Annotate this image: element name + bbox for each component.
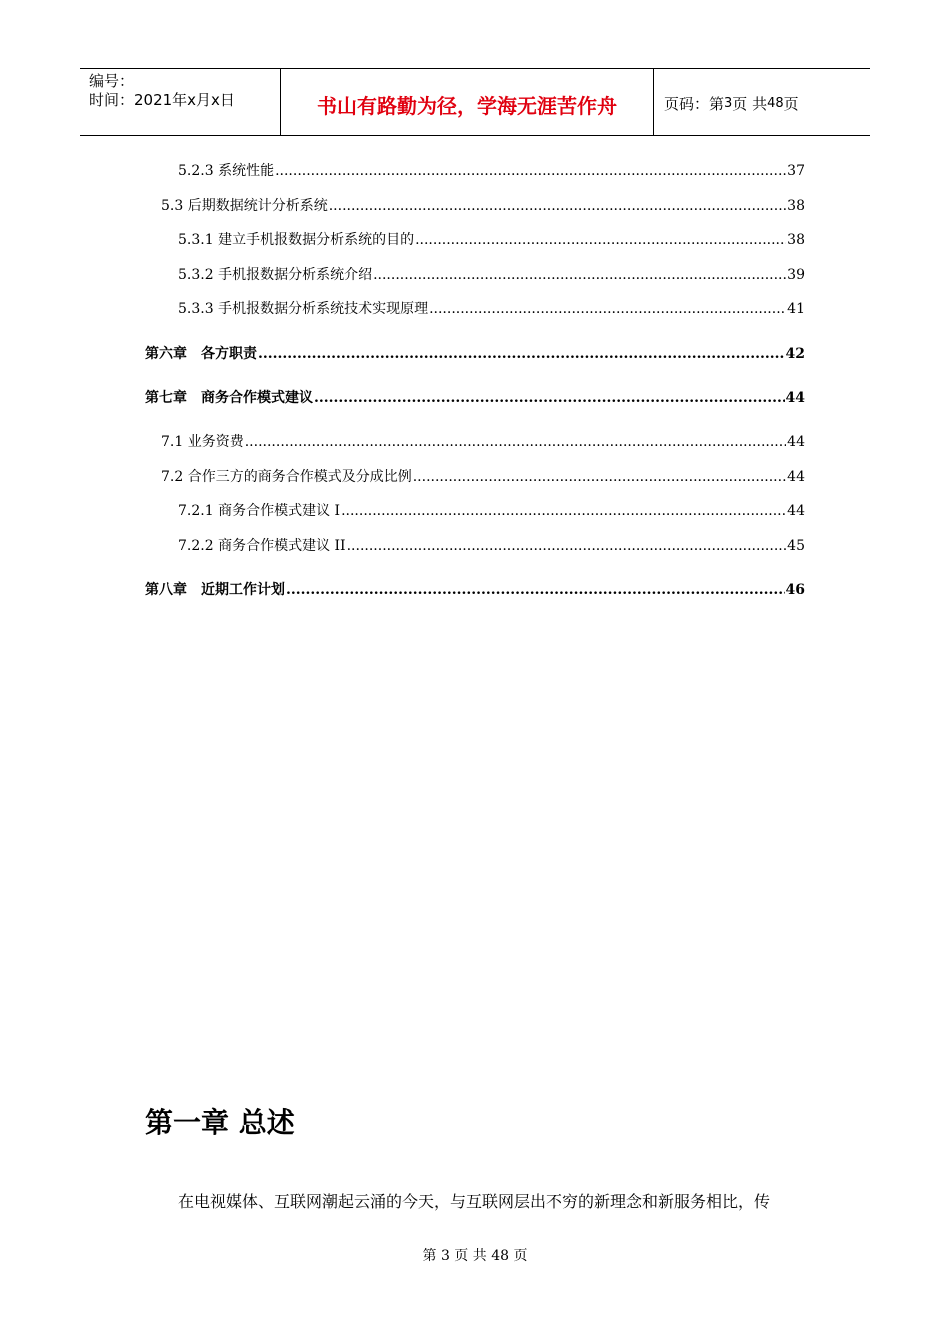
page-info-suffix: 页: [783, 94, 799, 113]
toc-entry-label: 5.3 后期数据统计分析系统: [161, 198, 328, 214]
toc-leader-dots: [341, 501, 786, 521]
toc-leader-dots: [329, 196, 786, 216]
toc-entry-page: 37: [787, 163, 805, 179]
toc-leader-dots: [415, 230, 786, 250]
toc-entry[interactable]: [178, 161, 805, 181]
toc-entry[interactable]: [145, 388, 805, 408]
toc-entry-label: 7.2 合作三方的商务合作模式及分成比例: [161, 469, 412, 485]
toc-leader-dots: [373, 265, 786, 285]
toc-entry[interactable]: [178, 536, 805, 556]
toc-entry[interactable]: [161, 467, 805, 487]
toc-entry-label: 第六章 各方职责: [145, 346, 257, 362]
toc-entry-page: 38: [787, 232, 805, 248]
page-info-mid: 页 共: [732, 94, 768, 113]
page-header: [80, 68, 870, 136]
toc-entry-label: 7.1 业务资费: [161, 434, 244, 450]
header-meta: [80, 69, 281, 135]
toc-entry-page: 44: [787, 434, 805, 450]
document-date: 时间：2021年x月x日: [89, 91, 235, 109]
toc-leader-dots: [258, 344, 785, 364]
page-info-prefix: 页码：第: [664, 94, 725, 113]
toc-entry-label: 7.2.2 商务合作模式建议 II: [178, 538, 346, 554]
header-page-info: [654, 69, 870, 135]
toc-leader-dots: [286, 580, 785, 600]
toc-entry[interactable]: [178, 265, 805, 285]
page-footer: 第 3 页 共 48 页: [422, 1248, 528, 1264]
toc-entry-label: 5.3.1 建立手机报数据分析系统的目的: [178, 232, 415, 248]
toc-leader-dots: [275, 161, 786, 181]
toc-entry-label: 5.3.2 手机报数据分析系统介绍: [178, 267, 373, 283]
toc-entry-page: 44: [787, 503, 805, 519]
toc-entry-label: 5.3.3 手机报数据分析系统技术实现原理: [178, 301, 429, 317]
toc-entry-page: 39: [787, 267, 805, 283]
toc-leader-dots: [413, 467, 786, 487]
toc-entry-page: 42: [785, 346, 805, 362]
toc-leader-dots: [245, 432, 786, 452]
toc-entry-label: 7.2.1 商务合作模式建议 I: [178, 503, 341, 519]
body-paragraph: 在电视媒体、互联网潮起云涌的今天，与互联网层出不穷的新理念和新服务相比，传: [178, 1192, 771, 1211]
toc-entry-label: 5.2.3 系统性能: [178, 163, 275, 179]
page-info-total: 48: [767, 95, 784, 111]
toc-leader-dots: [314, 388, 785, 408]
toc-entry-page: 45: [787, 538, 805, 554]
toc-entry[interactable]: [178, 501, 805, 521]
toc-entry[interactable]: [161, 196, 805, 216]
toc-entry[interactable]: [145, 344, 805, 364]
toc-leader-dots: [347, 536, 787, 556]
toc-entry-label: 第七章 商务合作模式建议: [145, 390, 313, 406]
toc-entry-page: 46: [785, 582, 805, 598]
toc-entry-page: 38: [787, 198, 805, 214]
toc-entry-label: 第八章 近期工作计划: [145, 582, 285, 598]
toc-entry[interactable]: [145, 580, 805, 600]
toc-entry[interactable]: [178, 230, 805, 250]
toc-entry-page: 44: [787, 469, 805, 485]
toc-entry-page: 41: [787, 301, 805, 317]
toc-entry[interactable]: [161, 432, 805, 452]
toc-entry-page: 44: [785, 390, 805, 406]
chapter-title: 第一章 总述: [145, 1106, 295, 1139]
toc-entry[interactable]: [178, 299, 805, 319]
header-motto: 书山有路勤为径，学海无涯苦作舟: [281, 69, 654, 135]
page-info-current: 3: [724, 95, 733, 111]
document-number-label: 编号：: [89, 72, 135, 90]
toc-leader-dots: [429, 299, 786, 319]
